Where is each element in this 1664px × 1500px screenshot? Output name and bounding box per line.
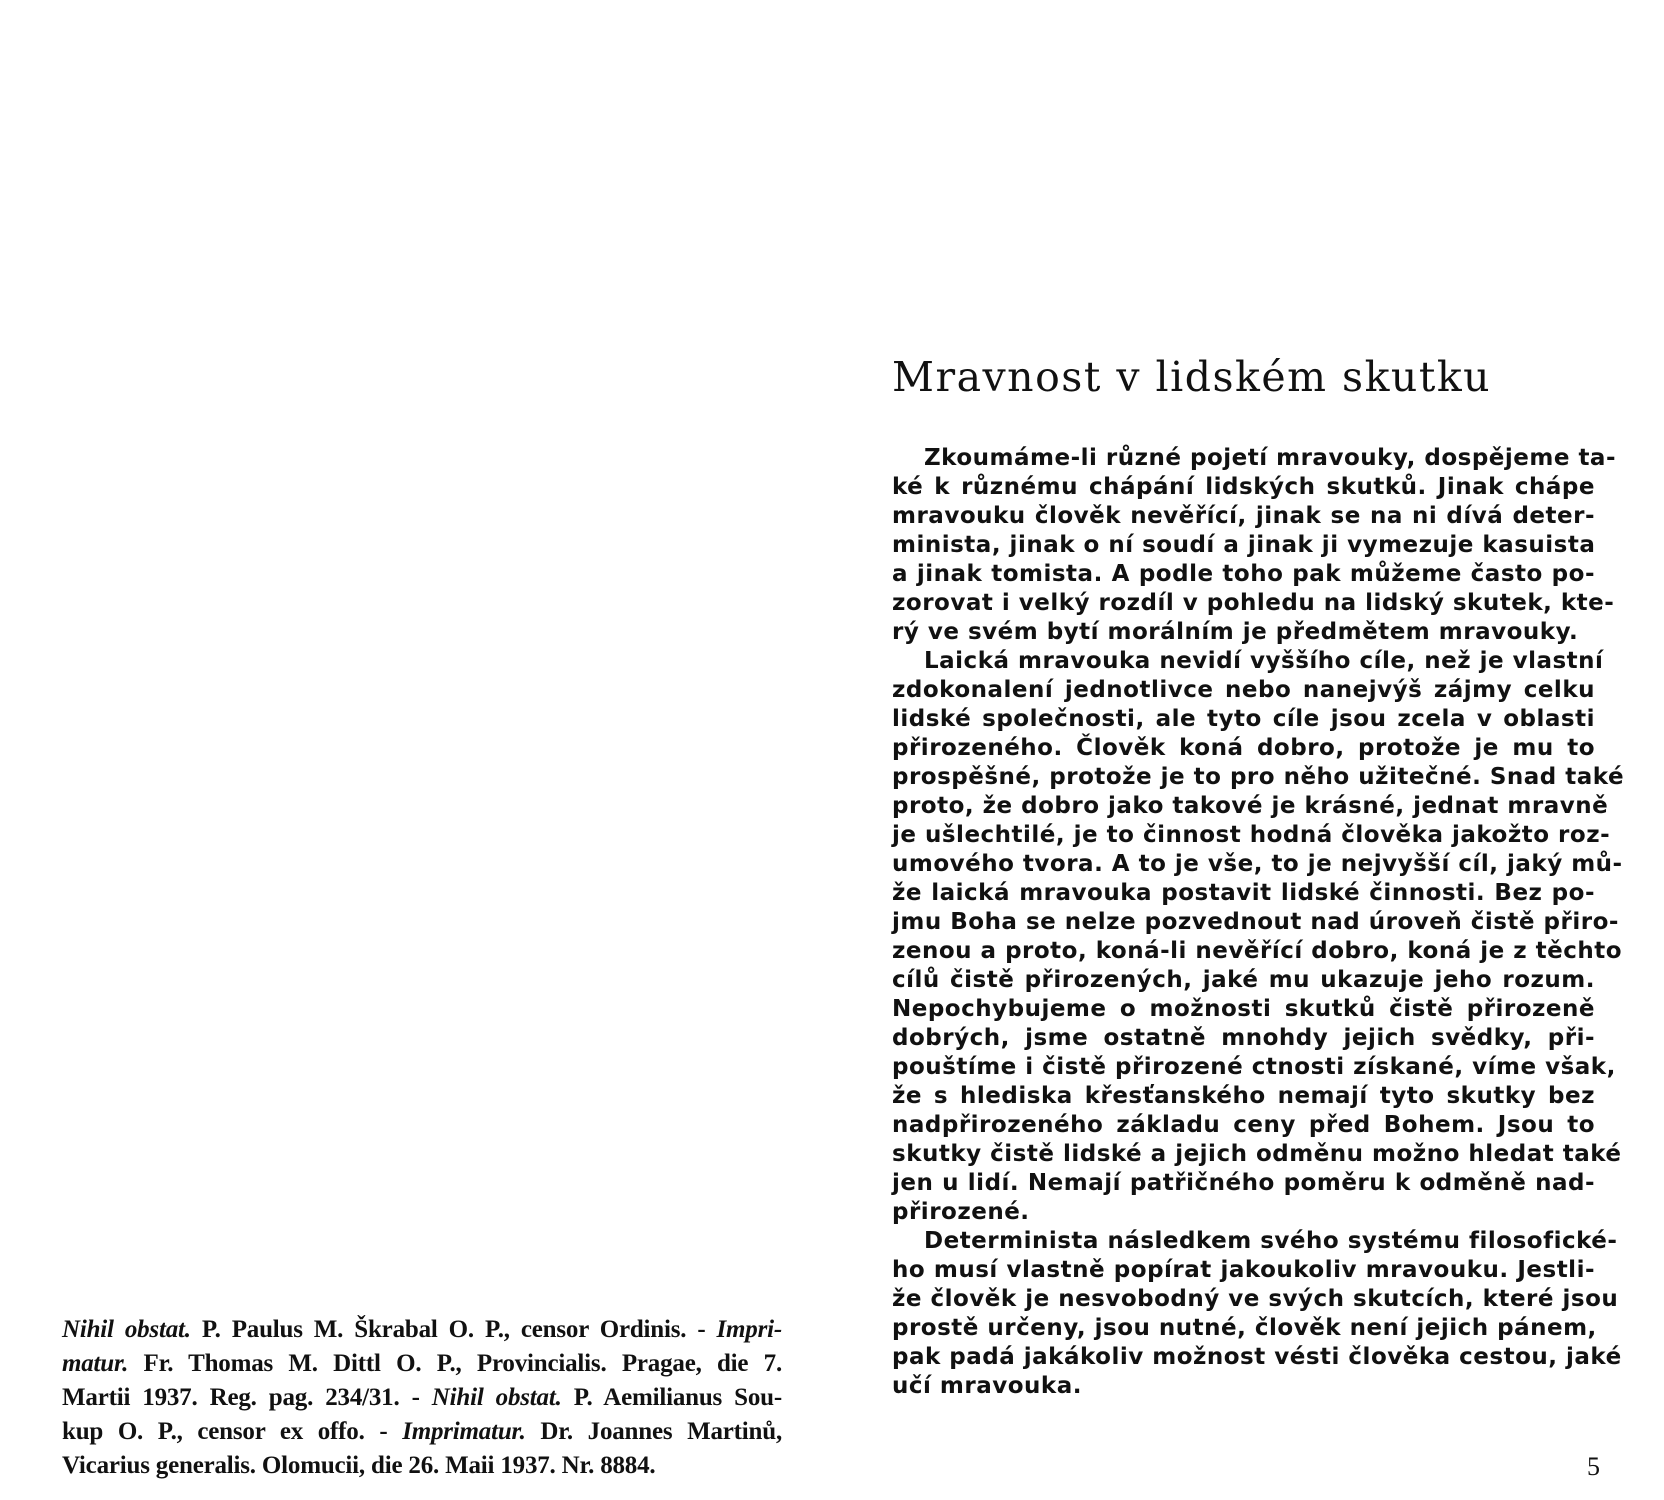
paragraph: [892, 444, 1616, 647]
text-line: přirozené.: [892, 1199, 1030, 1225]
page-number: 5: [1587, 1452, 1600, 1481]
text-line: Laická mravouka nevidí vyššího cíle, než je vlastní: [924, 648, 1604, 674]
text-line: že člověk je nesvobodný ve svých skutcích, které jsou: [892, 1286, 1619, 1312]
text-line: zenou a proto, koná-li nevěřící dobro, koná je z těchto: [892, 938, 1623, 964]
right-page: [832, 0, 1664, 1500]
text-line: minista, jinak o ní soudí a jinak ji vymezuje kasuista: [892, 532, 1596, 558]
text-line: cílů čistě přirozených, jaké mu ukazuje jeho rozum.: [892, 967, 1595, 993]
text-line: ké k různému chápání lidských skutků. Jinak chápe: [892, 474, 1595, 500]
text-line: prospěšné, protože je to pro něho užitečné. Snad také: [892, 764, 1625, 790]
text-line: nadpřirozeného základu ceny před Bohem. Jsou to: [892, 1112, 1595, 1138]
paragraph: [892, 1227, 1622, 1401]
text-line: Nepochybujeme o možnosti skutků čistě přirozeně: [892, 996, 1595, 1022]
text-line: pak padá jakákoliv možnost vésti člověka cestou, jaké: [892, 1344, 1622, 1370]
text-line: skutky čistě lidské a jejich odměnu možno hledat také: [892, 1141, 1622, 1167]
text-line: jmu Boha se nelze pozvednout nad úroveň čistě přiro-: [892, 909, 1619, 935]
imprimatur-text: Fr. Thomas M. Dittl O. P., Provincialis. Pragae, die 7.: [128, 1350, 782, 1377]
imprimatur-italic-term: Impri-: [716, 1316, 782, 1343]
text-line: Zkoumáme-li různé pojetí mravouky, dospějeme ta-: [924, 445, 1616, 471]
imprimatur-italic-term: Nihil obstat.: [431, 1384, 562, 1411]
chapter-title: Mravnost v lidském skutku: [892, 353, 1492, 401]
text-line: dobrých, jsme ostatně mnohdy jejich svědky, při-: [892, 1025, 1595, 1051]
text-line: prostě určeny, jsou nutné, člověk není jejich pánem,: [892, 1315, 1597, 1341]
imprimatur-text: Martii 1937. Reg. pag. 234/31. -: [62, 1384, 432, 1411]
text-line: mravouku člověk nevěřící, jinak se na ni dívá deter-: [892, 503, 1595, 529]
imprimatur-line: [62, 1415, 782, 1449]
imprimatur-note: [62, 1313, 782, 1483]
imprimatur-text: Vicarius generalis. Olomucii, die 26. Maii 1937. Nr. 8884.: [62, 1452, 656, 1479]
text-line: že laická mravouka postavit lidské činnosti. Bez po-: [892, 880, 1595, 906]
text-line: ho musí vlastně popírat jakoukoliv mravouku. Jestli-: [892, 1257, 1595, 1283]
imprimatur-text: kup O. P., censor ex offo. -: [62, 1418, 403, 1445]
text-line: umového tvora. A to je vše, to je nejvyšší cíl, jaký mů-: [892, 851, 1623, 877]
text-line: učí mravouka.: [892, 1373, 1082, 1399]
text-line: lidské společnosti, ale tyto cíle jsou zcela v oblasti: [892, 706, 1595, 732]
imprimatur-line: [62, 1381, 782, 1415]
imprimatur-italic-term: Nihil obstat.: [62, 1316, 191, 1343]
imprimatur-italic-term: Imprimatur.: [402, 1418, 526, 1445]
text-line: Determinista následkem svého systému filosofické-: [924, 1228, 1618, 1254]
text-line: přirozeného. Člověk koná dobro, protože je mu to: [892, 735, 1595, 761]
text-line: je ušlechtilé, je to činnost hodná člověka jakožto roz-: [892, 822, 1611, 848]
text-line: jen u lidí. Nemají patřičného poměru k odměně nad-: [892, 1170, 1595, 1196]
text-line: že s hlediska křesťanského nemají tyto skutky bez: [892, 1083, 1595, 1109]
imprimatur-text: Dr. Joannes Martinů,: [525, 1418, 782, 1445]
text-line: zorovat i velký rozdíl v pohledu na lidský skutek, kte-: [892, 590, 1615, 616]
imprimatur-line: [62, 1313, 782, 1347]
text-line: rý ve svém bytí morálním je předmětem mravouky.: [892, 619, 1579, 645]
text-line: pouštíme i čistě přirozené ctnosti získané, víme však,: [892, 1054, 1616, 1080]
imprimatur-line: [62, 1449, 782, 1483]
text-line: a jinak tomista. A podle toho pak můžeme často po-: [892, 561, 1595, 587]
text-line: zdokonalení jednotlivce nebo nanejvýš zájmy celku: [892, 677, 1595, 703]
imprimatur-italic-term: matur.: [62, 1350, 129, 1377]
imprimatur-line: [62, 1347, 782, 1381]
imprimatur-text: P. Paulus M. Škrabal O. P., censor Ordinis. -: [190, 1316, 717, 1343]
imprimatur-text: P. Aemilianus Sou-: [561, 1384, 782, 1411]
text-line: proto, že dobro jako takové je krásné, jednat mravně: [892, 793, 1609, 819]
paragraph: [892, 647, 1625, 1227]
body-text: [892, 444, 1625, 1401]
